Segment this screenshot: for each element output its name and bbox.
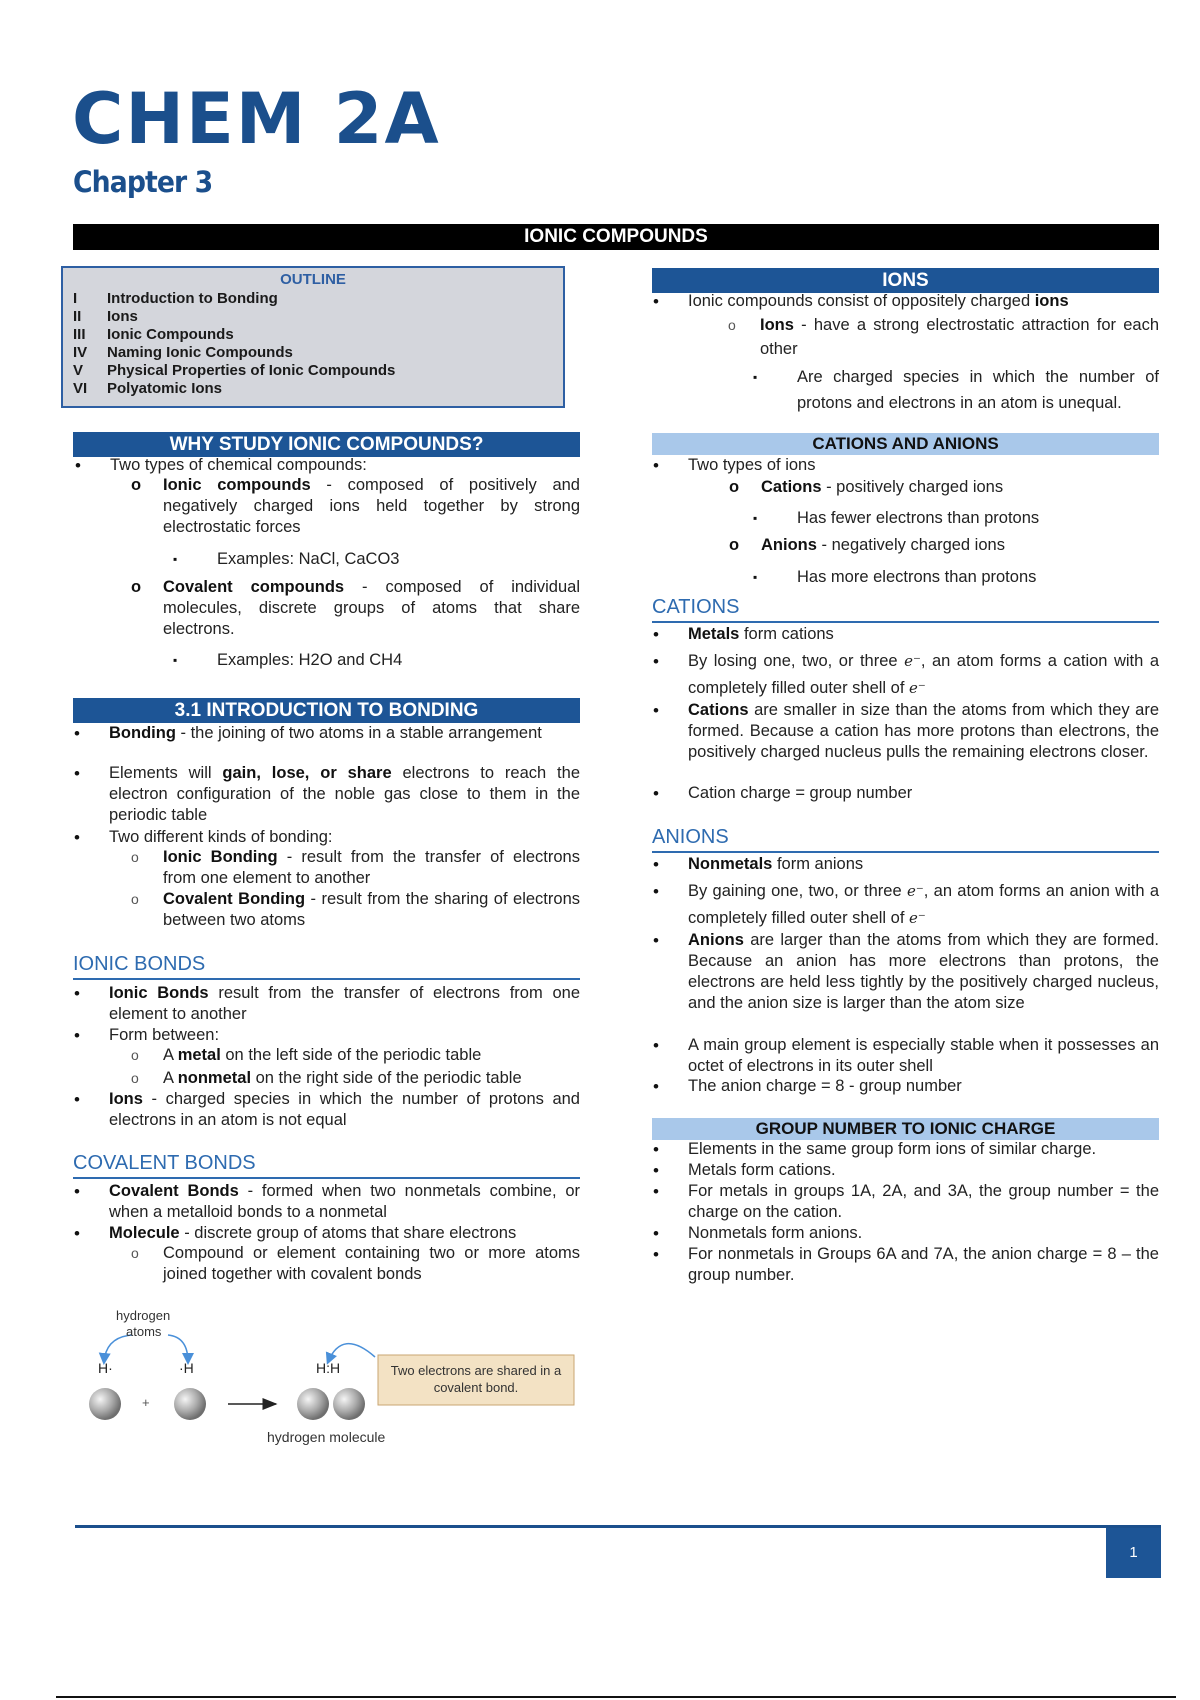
h-symbol: ·H [179, 1360, 194, 1376]
molecule-label: hydrogen molecule [267, 1429, 386, 1445]
h-symbol: H· [98, 1360, 113, 1376]
hydrogen-atom [333, 1388, 365, 1420]
anions-heading: ANIONS [652, 826, 1159, 853]
list-item: • For metals in groups 1A, 2A, and 3A, the group number = the charge on the cation. [688, 1181, 1159, 1223]
footer-divider [75, 1525, 1161, 1528]
list-item: o A nonmetal on the right side of the periodic table [163, 1068, 580, 1089]
list-item: • Covalent Bonds - formed when two nonmetals combine, or when a metalloid bonds to a nonmetal [109, 1181, 580, 1223]
list-item: • Two types of chemical compounds: [110, 455, 580, 476]
ionic-bonds-heading: IONIC BONDS [73, 953, 580, 980]
list-item: o Ionic compounds - composed of positively and negatively charged ions held together by strong electrostatic forces [163, 475, 580, 538]
list-item: o Ionic Bonding - result from the transfer of electrons from one element to another [163, 847, 580, 889]
hydrogen-atom [174, 1388, 206, 1420]
outline-item: II Ions [73, 308, 138, 325]
list-item: ▪ Has more electrons than protons [797, 567, 1159, 588]
list-item: • Ions - charged species in which the number of protons and electrons in an atom is not equal [109, 1089, 580, 1131]
list-item: • Form between: [109, 1025, 580, 1046]
list-item: • Two types of ions [688, 455, 1159, 476]
hydrogen-atom [297, 1388, 329, 1420]
cations-anions-heading: CATIONS AND ANIONS [652, 433, 1159, 455]
list-item: o Covalent compounds - composed of individual molecules, discrete groups of atoms that share electrons. [163, 577, 580, 640]
chapter-subtitle: Chapter 3 [73, 165, 213, 199]
list-item: • Ionic compounds consist of oppositely charged ions [688, 291, 1159, 312]
cations-heading: CATIONS [652, 596, 1159, 623]
intro-bonding-heading: 3.1 INTRODUCTION TO BONDING [73, 698, 580, 723]
outline-item: V Physical Properties of Ionic Compounds [73, 362, 396, 379]
atoms-label: atoms [126, 1324, 162, 1339]
plus-sign: + [142, 1395, 150, 1410]
list-item: o Cations - positively charged ions [761, 477, 1159, 498]
outline-item: III Ionic Compounds [73, 326, 234, 343]
group-number-heading: GROUP NUMBER TO IONIC CHARGE [652, 1118, 1159, 1140]
outline-item: VI Polyatomic Ions [73, 380, 223, 397]
page-number: 1 [1106, 1528, 1161, 1578]
list-item: • Cations are smaller in size than the atoms from which they are formed. Because a cation has more protons than electrons, the positively charged nucleus pulls the remaining electrons closer. [688, 700, 1159, 763]
list-item: • A main group element is especially stable when it possesses an octet of electrons in its outer shell [688, 1035, 1159, 1077]
list-item: • For nonmetals in Groups 6A and 7A, the anion charge = 8 – the group number. [688, 1244, 1159, 1286]
bottom-rule [56, 1696, 1176, 1698]
list-item: ▪ Has fewer electrons than protons [797, 508, 1159, 529]
list-item: • Bonding - the joining of two atoms in a stable arrangement [109, 723, 580, 744]
list-item: • The anion charge = 8 - group number [688, 1076, 1159, 1097]
list-item: ▪ Examples: NaCl, CaCO3 [217, 549, 577, 570]
outline-box [61, 266, 565, 408]
arrow-to-left-atom [104, 1335, 132, 1362]
list-item: • Elements in the same group form ions of similar charge. [688, 1139, 1159, 1160]
outline-item: IV Naming Ionic Compounds [73, 344, 293, 361]
outline-item: I Introduction to Bonding [73, 290, 278, 307]
list-item: • By losing one, two, or three e⁻, an atom forms a cation with a completely filled outer shell of e⁻ [688, 648, 1159, 702]
list-item: • Two different kinds of bonding: [109, 827, 580, 848]
list-item: o Ions - have a strong electrostatic attraction for each other [760, 313, 1159, 361]
arrow-to-right-atom [168, 1335, 188, 1362]
note-text: Two electrons are shared in a covalent bond. [390, 1363, 562, 1395]
list-item: o A metal on the left side of the periodic table [163, 1045, 580, 1066]
list-item: o Anions - negatively charged ions [761, 535, 1159, 556]
list-item: • Cation charge = group number [688, 783, 1159, 804]
hydrogen-molecule-figure [80, 1300, 590, 1460]
list-item: o Covalent Bonding - result from the sharing of electrons between two atoms [163, 889, 580, 931]
why-study-heading: WHY STUDY IONIC COMPOUNDS? [73, 432, 580, 457]
list-item: • Ionic Bonds result from the transfer of electrons from one element to another [109, 983, 580, 1025]
list-item: • Elements will gain, lose, or share electrons to reach the electron configuration of the noble gas close to them in the periodic table [109, 763, 580, 826]
list-item: ▪ Examples: H2O and CH4 [217, 650, 577, 671]
atoms-label: hydrogen [116, 1308, 171, 1323]
molecule-formula: H:H [316, 1360, 341, 1376]
covalent-bonds-heading: COVALENT BONDS [73, 1152, 580, 1179]
document-title: CHEM 2A [72, 78, 441, 160]
list-item: ▪ Are charged species in which the number of protons and electrons in an atom is unequal. [797, 364, 1159, 416]
ions-heading: IONS [652, 268, 1159, 293]
list-item: • Nonmetals form anions [688, 854, 1159, 875]
list-item: • Metals form cations. [688, 1160, 1159, 1181]
section-banner: IONIC COMPOUNDS [73, 224, 1159, 250]
hydrogen-atom [89, 1388, 121, 1420]
list-item: • Molecule - discrete group of atoms that share electrons [109, 1223, 580, 1244]
list-item: • Metals form cations [688, 624, 1159, 645]
list-item: • Nonmetals form anions. [688, 1223, 1159, 1244]
list-item: • Anions are larger than the atoms from which they are formed. Because an anion has more electrons than protons, the electrons are held less tightly by the positively charged nucleus, and the anion size is larger than the atom size [688, 930, 1159, 1014]
list-item: o Compound or element containing two or more atoms joined together with covalent bonds [163, 1243, 580, 1285]
list-item: • By gaining one, two, or three e⁻, an atom forms an anion with a completely filled outer shell of e⁻ [688, 878, 1159, 932]
outline-title: OUTLINE [280, 271, 346, 288]
